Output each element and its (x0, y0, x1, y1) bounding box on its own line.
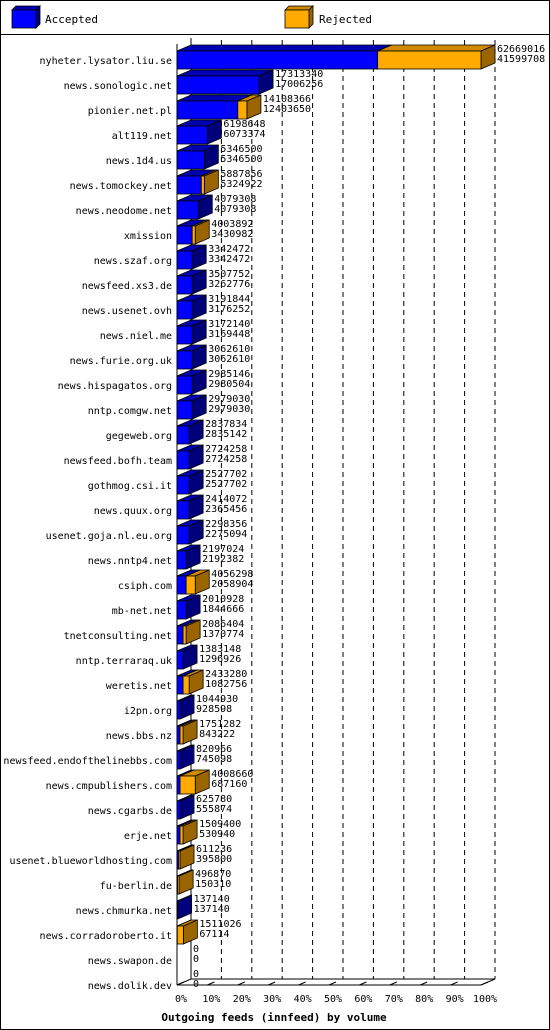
bar-rejected (186, 576, 195, 594)
host-label: gegeweb.org (105, 431, 172, 442)
bar-accepted (177, 126, 207, 144)
accepted-value-label: 2980504 (208, 379, 251, 390)
bar-rejected (378, 51, 481, 69)
offered-value-label: 137140 (193, 894, 230, 905)
bar-accepted (177, 251, 192, 269)
bar-rejected (192, 226, 195, 244)
offered-value-label: 611236 (196, 844, 233, 855)
bar-accepted (177, 701, 180, 719)
host-label: news.1d4.us (105, 156, 172, 167)
host-label: news.chmurka.net (75, 906, 172, 917)
host-label: gothmog.csi.it (87, 481, 172, 492)
x-tick-label: 50% (323, 994, 343, 1005)
accepted-value-label: 12403650 (262, 104, 312, 115)
accepted-value-label: 2192382 (202, 554, 245, 565)
offered-value-label: 2527702 (205, 469, 248, 480)
accepted-value-label: 3062610 (208, 354, 251, 365)
host-label: newsfeed.endofthelinebbs.com (3, 756, 172, 767)
offered-value-label: 2433280 (205, 669, 248, 680)
x-tick-label: 10% (202, 994, 221, 1005)
bar-accepted (177, 76, 259, 94)
offered-value-label: 4003892 (211, 219, 254, 230)
legend-label-rejected: Rejected (319, 13, 372, 26)
offered-value-label: 2985146 (208, 369, 251, 380)
offered-value-label: 14108366 (262, 94, 312, 105)
accepted-value-label: 150310 (195, 879, 232, 890)
offered-value-label: 3507752 (208, 269, 251, 280)
x-tick-label: 30% (263, 994, 282, 1005)
offered-value-label: 2010928 (202, 594, 245, 605)
accepted-value-label: 0 (193, 979, 200, 990)
offered-value-label: 2414072 (205, 494, 248, 505)
offered-value-label: 62669016 (497, 44, 546, 55)
accepted-value-label: 530940 (199, 829, 236, 840)
accepted-value-label: 687160 (211, 779, 248, 790)
x-tick-label: 70% (384, 994, 403, 1005)
host-label: nntp.terraraq.uk (75, 656, 172, 667)
host-label: mb-net.net (111, 606, 172, 617)
accepted-value-label: 4079308 (214, 204, 257, 215)
offered-value-label: 3191844 (208, 294, 251, 305)
bar-accepted (177, 351, 192, 369)
offered-value-label: 1044930 (196, 694, 239, 705)
bar-accepted (177, 401, 192, 419)
host-label: fu-berlin.de (99, 881, 172, 892)
accepted-value-label: 0 (193, 954, 200, 965)
bar-accepted (177, 726, 180, 744)
offered-value-label: 5346500 (220, 144, 263, 155)
bar-rejected (238, 101, 247, 119)
offered-value-label: 2837834 (205, 419, 248, 430)
x-tick-label: 0% (174, 994, 188, 1005)
offered-value-label: 6198648 (223, 119, 266, 130)
bar-accepted-top (177, 70, 273, 76)
host-label: news.neodome.net (75, 206, 172, 217)
host-label: weretis.net (105, 681, 172, 692)
accepted-value-label: 3262776 (208, 279, 251, 290)
host-label: news.quux.org (93, 506, 172, 517)
bar-accepted (177, 676, 183, 694)
host-label: alt119.net (111, 131, 172, 142)
x-axis-label: Outgoing feeds (innfeed) by volume (161, 1011, 387, 1024)
host-label: nntp.comgw.net (87, 406, 172, 417)
offered-value-label: 4008660 (211, 769, 254, 780)
accepted-value-label: 3342472 (208, 254, 251, 265)
accepted-value-label: 41599708 (497, 54, 546, 65)
offered-value-label: 2298356 (205, 519, 248, 530)
accepted-value-label: 3176252 (208, 304, 251, 315)
bar-accepted (177, 176, 201, 194)
accepted-value-label: 3430982 (211, 229, 254, 240)
x-tick-label: 60% (354, 994, 373, 1005)
host-label: csiph.com (117, 581, 172, 592)
host-label: usenet.goja.nl.eu.org (45, 531, 172, 542)
offered-value-label: 625780 (196, 794, 233, 805)
bar-accepted (177, 151, 204, 169)
host-label: xmission (123, 231, 172, 242)
host-label: news.niel.me (99, 331, 172, 342)
bar-accepted (177, 551, 186, 569)
accepted-value-label: 2724258 (205, 454, 248, 465)
legend-swatch-rejected (285, 10, 309, 28)
chart-frame (1, 1, 550, 1030)
host-label: news.nntp4.net (87, 556, 172, 567)
legend-label-accepted: Accepted (45, 13, 98, 26)
bar-accepted (177, 276, 192, 294)
host-label: erje.net (123, 831, 172, 842)
bar-accepted (177, 501, 189, 519)
host-label: news.dolik.dev (87, 981, 172, 992)
host-label: news.sonologic.net (63, 81, 172, 92)
offered-value-label: 2724258 (205, 444, 248, 455)
offered-value-label: 0 (193, 969, 200, 980)
accepted-value-label: 555874 (196, 804, 233, 815)
bar-accepted (177, 476, 189, 494)
bar-accepted (177, 526, 189, 544)
bar-accepted (177, 376, 192, 394)
legend-swatch-accepted-top (12, 6, 40, 10)
bar-accepted (177, 101, 238, 119)
host-label: tnetconsulting.net (63, 631, 172, 642)
accepted-value-label: 2058904 (211, 579, 254, 590)
accepted-value-label: 843222 (199, 729, 236, 740)
accepted-value-label: 5324922 (220, 179, 263, 190)
bar-accepted (177, 751, 180, 769)
offered-value-label: 496870 (195, 869, 232, 880)
x-tick-label: 80% (415, 994, 434, 1005)
host-label: usenet.blueworldhosting.com (9, 856, 172, 867)
bar-accepted (177, 826, 180, 844)
bar-accepted (177, 426, 189, 444)
accepted-value-label: 2835142 (205, 429, 248, 440)
offered-value-label: 1383148 (199, 644, 242, 655)
offered-value-label: 1751282 (199, 719, 242, 730)
accepted-value-label: 928598 (196, 704, 233, 715)
accepted-value-label: 395800 (196, 854, 233, 865)
bar-accepted (177, 201, 198, 219)
offered-value-label: 2197024 (202, 544, 245, 555)
offered-value-label: 2979030 (208, 394, 251, 405)
bar-rejected (183, 676, 189, 694)
bar-rejected-top (378, 45, 495, 51)
offered-value-label: 4079308 (214, 194, 257, 205)
host-label: news.tomockey.net (69, 181, 172, 192)
host-label: news.hispagatos.org (57, 381, 172, 392)
host-label: news.szaf.org (93, 256, 172, 267)
bar-accepted (177, 651, 183, 669)
bar-accepted (177, 901, 178, 919)
accepted-value-label: 3169448 (208, 329, 251, 340)
bar-accepted (177, 301, 192, 319)
host-label: i2pn.org (123, 706, 172, 717)
bar-accepted-top (177, 45, 392, 51)
host-label: news.swapon.de (87, 956, 172, 967)
accepted-value-label: 2275094 (205, 529, 248, 540)
offered-value-label: 1509400 (199, 819, 242, 830)
accepted-value-label: 2527702 (205, 479, 248, 490)
bar-rejected (201, 176, 204, 194)
host-label: pionier.net.pl (87, 106, 172, 117)
offered-value-label: 5887856 (220, 169, 263, 180)
legend-swatch-rejected-top (285, 6, 313, 10)
x-tick-label: 20% (232, 994, 251, 1005)
host-label: news.cmpublishers.com (45, 781, 172, 792)
bar-rejected (178, 876, 180, 894)
legend-swatch-rejected-side (309, 6, 313, 28)
host-label: newsfeed.xs3.de (81, 281, 172, 292)
accepted-value-label: 1370774 (202, 629, 245, 640)
host-label: news.usenet.ovh (81, 306, 172, 317)
host-label: news.cgarbs.de (87, 806, 172, 817)
accepted-value-label: 6073374 (223, 129, 266, 140)
offered-value-label: 4056298 (211, 569, 254, 580)
offered-value-label: 820966 (196, 744, 233, 755)
legend-swatch-accepted-side (36, 6, 40, 28)
offered-value-label: 3342472 (208, 244, 251, 255)
bar-accepted (177, 576, 186, 594)
bar-accepted (177, 226, 192, 244)
offered-value-label: 1511026 (199, 919, 242, 930)
host-label: newsfeed.bofh.team (63, 456, 172, 467)
bar-rejected (183, 626, 186, 644)
legend-swatch-accepted (12, 10, 36, 28)
host-label: news.corradoroberto.it (39, 931, 172, 942)
bar-accepted (177, 601, 186, 619)
bar-accepted (177, 326, 192, 344)
accepted-value-label: 5346500 (220, 154, 263, 165)
accepted-value-label: 1296926 (199, 654, 242, 665)
x-tick-label: 90% (445, 994, 464, 1005)
bar-rejected (179, 851, 181, 869)
host-label: nyheter.lysator.liu.se (39, 56, 172, 67)
bar-accepted (177, 51, 378, 69)
bar-accepted (177, 776, 180, 794)
accepted-value-label: 2979030 (208, 404, 251, 415)
accepted-value-label: 745098 (196, 754, 233, 765)
offered-value-label: 0 (193, 944, 200, 955)
accepted-value-label: 137140 (193, 904, 230, 915)
bar-rejected (177, 926, 183, 944)
bar-rejected (180, 776, 195, 794)
host-label: news.furie.org.uk (69, 356, 172, 367)
accepted-value-label: 1082756 (205, 679, 248, 690)
host-label: news.bbs.nz (105, 731, 172, 742)
accepted-value-label: 1844666 (202, 604, 245, 615)
accepted-value-label: 17006256 (275, 79, 324, 90)
x-tick-label: 100% (472, 994, 498, 1005)
accepted-value-label: 67114 (199, 929, 230, 940)
bar-rejected (180, 826, 183, 844)
offered-value-label: 3062610 (208, 344, 251, 355)
bar-accepted (177, 801, 180, 819)
bar-accepted (177, 626, 183, 644)
offered-value-label: 2086404 (202, 619, 245, 630)
offered-value-label: 17313340 (275, 69, 324, 80)
x-tick-label: 40% (293, 994, 312, 1005)
bar-rejected (180, 726, 183, 744)
bar-accepted (177, 451, 189, 469)
offered-value-label: 3172140 (208, 319, 251, 330)
accepted-value-label: 2365456 (205, 504, 248, 515)
